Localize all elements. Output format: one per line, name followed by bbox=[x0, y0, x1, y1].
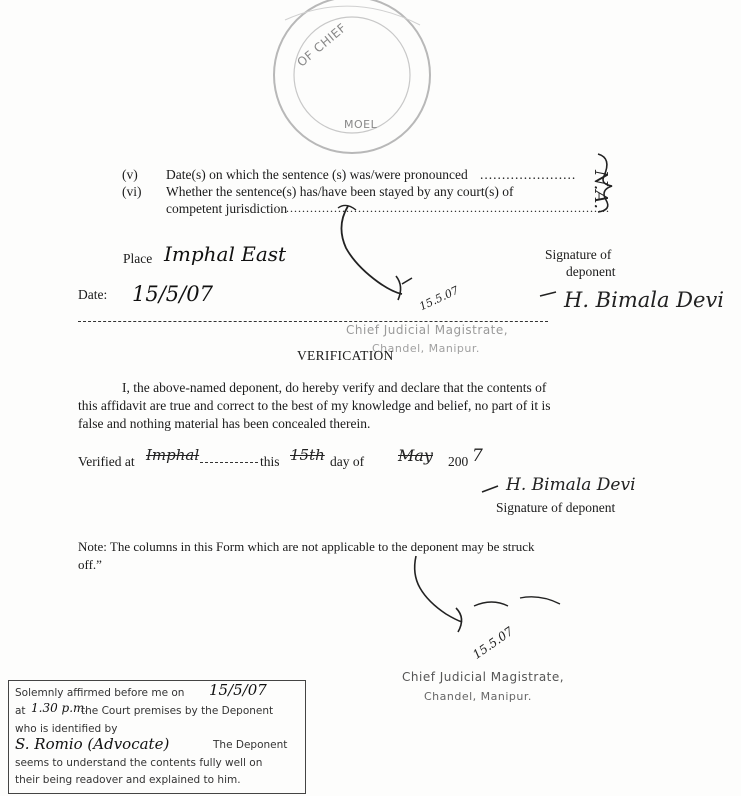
signature-label-line1: Signature of bbox=[545, 247, 612, 262]
initial-date-top: 15.5.07 bbox=[417, 283, 461, 314]
verified-place: Imphal bbox=[146, 446, 200, 464]
place-label: Place bbox=[123, 251, 153, 266]
note-line-1: Note: The columns in this Form which are not applicable to the deponent may be struck bbox=[78, 539, 535, 554]
notary-line-2-rest: the Court premises by the Deponent bbox=[81, 705, 274, 717]
item-v-number: (v) bbox=[122, 167, 138, 182]
place-value: Imphal East bbox=[164, 242, 287, 266]
item-v-dots: ...................... bbox=[480, 167, 577, 182]
note-line-2: off.” bbox=[78, 557, 102, 572]
verified-this-label: this bbox=[260, 454, 280, 469]
signature-of-deponent-label: Signature of deponent bbox=[496, 500, 616, 515]
notary-line-1-value: 15/5/07 bbox=[209, 681, 267, 699]
notary-line-4-value: S. Romio (Advocate) bbox=[15, 735, 170, 753]
notary-stamp-box bbox=[8, 680, 306, 794]
verified-month: May bbox=[398, 446, 433, 465]
na-mark: N.A. bbox=[590, 170, 611, 210]
magistrate-stamp-top-line1: Chief Judicial Magistrate, bbox=[346, 323, 509, 337]
item-vi-number: (vi) bbox=[122, 184, 142, 199]
deponent-signature-top: H. Bimala Devi bbox=[564, 288, 725, 312]
date-value: 15/5/07 bbox=[132, 282, 213, 306]
notary-line-4-rest: The Deponent bbox=[213, 739, 288, 751]
item-v-text: Date(s) on which the sentence (s) was/were pronounced bbox=[166, 167, 468, 182]
item-vi-text: Whether the sentence(s) has/have been stayed by any court(s) of bbox=[166, 184, 514, 199]
magistrate-stamp-top-line2: Chandel, Manipur. bbox=[372, 342, 480, 355]
magistrate-stamp-bottom-line2: Chandel, Manipur. bbox=[424, 690, 532, 703]
seal-text-b: MOEL bbox=[344, 118, 378, 131]
notary-line-3: who is identified by bbox=[15, 723, 118, 735]
magistrate-stamp-bottom-line1: Chief Judicial Magistrate, bbox=[402, 670, 565, 684]
deponent-signature-mid: H. Bimala Devi bbox=[506, 475, 636, 495]
notary-line-5: seems to understand the contents fully well on bbox=[15, 757, 263, 769]
verification-line-2: this affidavit are true and correct to the best of my knowledge and belief, no part of it is bbox=[78, 398, 551, 413]
verification-heading: VERIFICATION bbox=[297, 348, 394, 363]
verification-line-3: false and nothing material has been concealed therein. bbox=[78, 416, 371, 431]
notary-line-2-value: 1.30 p.m. bbox=[31, 701, 89, 715]
verified-day: 15th bbox=[290, 446, 325, 464]
initial-date-bottom: 15.5.07 bbox=[470, 624, 516, 662]
verified-day-of-label: day of bbox=[330, 454, 365, 469]
notary-line-2-prefix: at bbox=[15, 705, 26, 717]
item-vi-dots: ................................................................................. bbox=[286, 201, 610, 215]
verified-year: 7 bbox=[472, 446, 483, 466]
verification-line-1: I, the above-named deponent, do hereby verify and declare that the contents of bbox=[122, 380, 547, 395]
date-label: Date: bbox=[78, 287, 108, 302]
notary-line-1-prefix: Solemnly affirmed before me on bbox=[15, 687, 185, 699]
notary-line-6: their being readover and explained to him. bbox=[15, 774, 241, 786]
verified-year-prefix: 200 bbox=[448, 454, 469, 469]
signature-label-line2: deponent bbox=[566, 264, 616, 279]
seal-text-a: OF CHIEF bbox=[294, 20, 350, 70]
verified-at-label: Verified at bbox=[78, 454, 135, 469]
item-vi-text-2: competent jurisdiction bbox=[166, 201, 288, 216]
